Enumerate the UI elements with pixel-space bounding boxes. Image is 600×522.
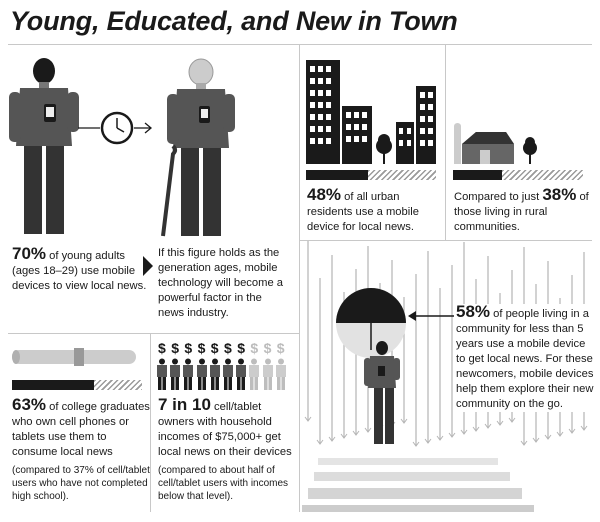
dollar-sign-icon: $	[250, 340, 259, 356]
person-icon	[248, 358, 260, 390]
urban-stat: 48%	[307, 185, 342, 204]
diploma-scroll-illustration	[10, 346, 140, 368]
dollar-sign-icon: $	[237, 340, 245, 356]
person-icon	[156, 358, 168, 390]
dollar-sign-icon: $	[184, 340, 193, 356]
urban-progress-bar	[306, 170, 436, 180]
person-icon	[209, 358, 221, 390]
triangle-pointer-icon	[143, 256, 153, 276]
divider-top	[8, 44, 592, 45]
divider-left-bottom	[150, 333, 151, 512]
dollar-sign-icon: $	[171, 340, 179, 356]
crosswalk-illustration	[300, 454, 592, 512]
person-icon	[222, 358, 234, 390]
person-icon	[196, 358, 208, 390]
aging-text: If this figure holds as the generation ages, mobile technology will become a powerful factor in the news industry.	[158, 247, 283, 319]
city-buildings-illustration	[304, 60, 442, 164]
rural-text: Compared to just 38% of those living in rural communities.	[454, 185, 589, 233]
college-progress-bar	[12, 380, 142, 390]
person-icon	[182, 358, 194, 390]
income-people-row	[158, 340, 298, 392]
income-note: (compared to about half of cell/tablet users with incomes below that level).	[158, 465, 289, 502]
young-adults-text: 70% of young adults (ages 18–29) use mobile devices to view local news.	[12, 244, 147, 292]
dollar-sign-icon: $	[197, 340, 206, 356]
college-note: (compared to 37% of cell/tablet users who have not completed high school).	[12, 465, 150, 502]
dollar-sign-icon: $	[158, 340, 166, 356]
pointer-arrow-icon	[408, 310, 454, 322]
newcomers-stat: 58%	[456, 302, 491, 321]
urban-text: 48% of all urban residents use a mobile device for local news.	[307, 185, 419, 233]
person-icon	[169, 358, 181, 390]
rural-progress-bar	[453, 170, 583, 180]
rural-stat: 38%	[542, 185, 577, 204]
page-title: Young, Educated, and New in Town	[10, 6, 458, 36]
person-icon	[275, 358, 287, 390]
dollar-sign-icon: $	[276, 340, 285, 356]
dollar-sign-icon: $	[263, 340, 272, 356]
divider-right-top	[445, 44, 446, 240]
income-stat: 7 in 10	[158, 395, 211, 414]
income-text: 7 in 10 cell/tablet owners with household incomes of $75,000+ get local news on their devices	[158, 395, 292, 458]
rural-barn-illustration	[452, 118, 542, 164]
college-stat: 63%	[12, 395, 47, 414]
divider-left-middle	[8, 333, 299, 334]
person-icon	[235, 358, 247, 390]
young-person-illustration	[6, 54, 82, 238]
person-icon	[262, 358, 274, 390]
young-adults-stat: 70%	[12, 244, 47, 263]
elderly-person-illustration	[155, 54, 235, 238]
college-text: 63% of college graduates who own cell phones or tablets use them to consume local news	[12, 395, 150, 458]
dollar-sign-icon: $	[210, 340, 219, 356]
dollar-sign-icon: $	[224, 340, 232, 356]
umbrella-person-illustration	[334, 286, 416, 448]
arrow-connector	[78, 108, 158, 148]
newcomers-text: 58% of people living in a community for less than 5 years use a mobile device to get local news. For these newcomers, mobile devices help them explore their new community on the go.	[456, 302, 594, 410]
